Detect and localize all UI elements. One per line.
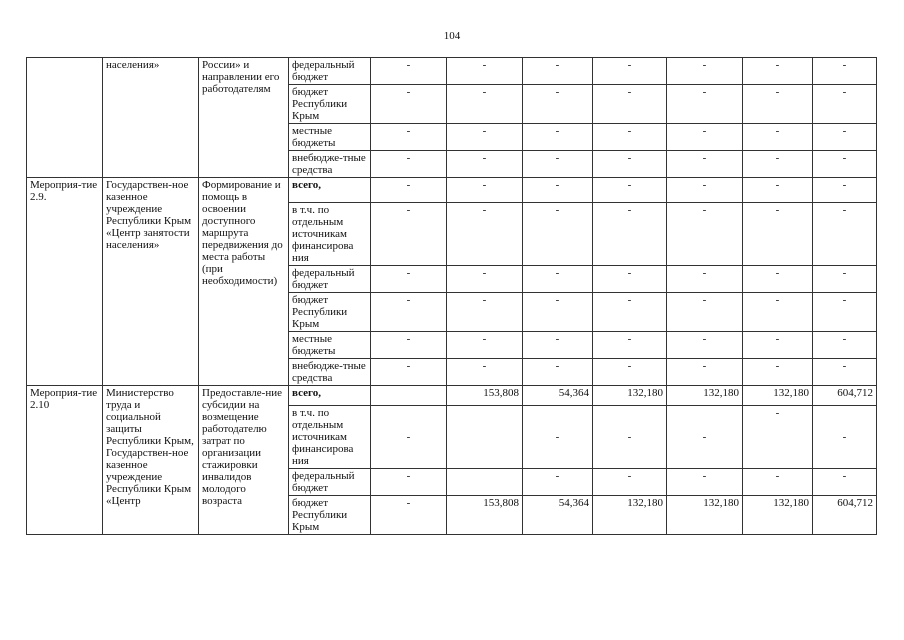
value-cell: - [447, 85, 523, 124]
value-cell [371, 386, 447, 406]
value-cell: - [813, 124, 877, 151]
value-cell: - [447, 359, 523, 386]
value-cell: - [371, 406, 447, 469]
value-cell: - [371, 85, 447, 124]
value-cell: - [667, 124, 743, 151]
value-cell: - [593, 151, 667, 178]
value-cell: - [371, 359, 447, 386]
table-row [27, 58, 877, 85]
value-cell: 132,180 [667, 496, 743, 535]
value-cell: - [743, 85, 813, 124]
value-cell: - [667, 58, 743, 85]
executor-cell: Государствен-ное казенное учреждение Республики Крым «Центр занятости населения» [103, 178, 199, 386]
description-cell: Формирование и помощь в освоении доступного маршрута передвижения до места работы (при необходимости) [199, 178, 289, 386]
value-cell: - [447, 58, 523, 85]
value-cell: - [667, 293, 743, 332]
value-cell: - [523, 178, 593, 203]
value-cell: - [813, 178, 877, 203]
value-cell: 132,180 [743, 496, 813, 535]
value-cell: - [371, 332, 447, 359]
value-cell: - [743, 124, 813, 151]
value-cell: - [813, 469, 877, 496]
value-cell: - [371, 469, 447, 496]
value-cell: - [523, 266, 593, 293]
value-cell: - [743, 178, 813, 203]
value-cell: - [593, 85, 667, 124]
value-cell: - [447, 266, 523, 293]
value-cell: - [813, 406, 877, 469]
value-cell: - [667, 151, 743, 178]
value-cell: - [593, 469, 667, 496]
executor-cell: Министерство труда и социальной защиты Республики Крым, Государствен-ное казенное учреждение Республики Крым «Центр [103, 386, 199, 535]
value-cell: - [447, 332, 523, 359]
value-cell: - [593, 359, 667, 386]
value-cell: - [813, 58, 877, 85]
value-cell: - [523, 151, 593, 178]
value-cell: 604,712 [813, 386, 877, 406]
source-cell: местные бюджеты [289, 124, 371, 151]
source-cell: местные бюджеты [289, 332, 371, 359]
value-cell: - [371, 266, 447, 293]
value-cell: - [593, 58, 667, 85]
value-cell [447, 469, 523, 496]
value-cell: - [743, 469, 813, 496]
page-number: 104 [443, 30, 461, 42]
value-cell: - [523, 85, 593, 124]
value-cell: - [813, 332, 877, 359]
value-cell: - [523, 359, 593, 386]
value-cell: - [523, 293, 593, 332]
source-cell: федеральный бюджет [289, 469, 371, 496]
source-cell: федеральный бюджет [289, 266, 371, 293]
value-cell: - [523, 124, 593, 151]
source-cell: федеральный бюджет [289, 58, 371, 85]
value-cell: - [447, 203, 523, 266]
value-cell: - [371, 151, 447, 178]
value-cell: - [447, 178, 523, 203]
value-cell: - [593, 124, 667, 151]
value-cell: - [667, 332, 743, 359]
value-cell: - [667, 469, 743, 496]
value-cell: 604,712 [813, 496, 877, 535]
value-cell: - [371, 124, 447, 151]
value-cell: - [593, 332, 667, 359]
value-cell: 132,180 [743, 386, 813, 406]
value-cell: - [743, 58, 813, 85]
source-cell: всего, [289, 178, 371, 203]
value-cell: - [667, 178, 743, 203]
value-cell: - [593, 293, 667, 332]
value-cell: - [813, 293, 877, 332]
value-cell: - [667, 85, 743, 124]
value-cell: - [593, 406, 667, 469]
source-cell: всего, [289, 386, 371, 406]
value-cell: - [667, 406, 743, 469]
value-cell: - [523, 203, 593, 266]
source-cell: в т.ч. по отдельным источникам финансирова ния [289, 203, 371, 266]
value-cell: - [813, 151, 877, 178]
value-cell: - [523, 469, 593, 496]
table-row [27, 386, 877, 406]
value-cell: - [667, 359, 743, 386]
value-cell: 132,180 [593, 386, 667, 406]
description-cell: России» и направлении его работодателям [199, 58, 289, 178]
value-cell [447, 406, 523, 469]
value-cell: - [371, 293, 447, 332]
value-cell: - [813, 85, 877, 124]
value-cell: - [813, 359, 877, 386]
measure-cell [27, 58, 103, 178]
value-cell: - [667, 203, 743, 266]
source-cell: бюджет Республики Крым [289, 496, 371, 535]
value-cell: - [743, 332, 813, 359]
description-cell: Предоставле-ние субсидии на возмещение работодателю затрат по организации стажировки инвалидов молодого возраста [199, 386, 289, 535]
value-cell: - [523, 58, 593, 85]
value-cell: 132,180 [667, 386, 743, 406]
value-cell: - [743, 266, 813, 293]
source-cell: бюджет Республики Крым [289, 293, 371, 332]
value-cell: 54,364 [523, 496, 593, 535]
table-row [27, 178, 877, 203]
value-cell: 132,180 [593, 496, 667, 535]
value-cell: - [593, 203, 667, 266]
value-cell: - [743, 151, 813, 178]
value-cell: - [593, 178, 667, 203]
source-cell: в т.ч. по отдельным источникам финансирова ния [289, 406, 371, 469]
value-cell: - [813, 203, 877, 266]
value-cell: - [447, 293, 523, 332]
value-cell: 153,808 [447, 496, 523, 535]
value-cell: - [447, 151, 523, 178]
source-cell: внебюдже-тные средства [289, 151, 371, 178]
value-cell: - [371, 203, 447, 266]
value-cell: - [371, 58, 447, 85]
value-cell: - [743, 203, 813, 266]
value-cell: - [743, 359, 813, 386]
value-cell: - [523, 332, 593, 359]
source-cell: бюджет Республики Крым [289, 85, 371, 124]
value-cell: - [371, 178, 447, 203]
value-cell: - [743, 406, 813, 469]
measure-cell: Мероприя-тие 2.10 [27, 386, 103, 535]
measure-cell: Мероприя-тие 2.9. [27, 178, 103, 386]
value-cell: - [523, 406, 593, 469]
value-cell: - [593, 266, 667, 293]
value-cell: 54,364 [523, 386, 593, 406]
value-cell: - [813, 266, 877, 293]
value-cell: - [743, 293, 813, 332]
executor-cell: населения» [103, 58, 199, 178]
value-cell: 153,808 [447, 386, 523, 406]
value-cell: - [667, 266, 743, 293]
value-cell: - [447, 124, 523, 151]
budget-table [26, 57, 877, 535]
value-cell: - [371, 496, 447, 535]
source-cell: внебюдже-тные средства [289, 359, 371, 386]
